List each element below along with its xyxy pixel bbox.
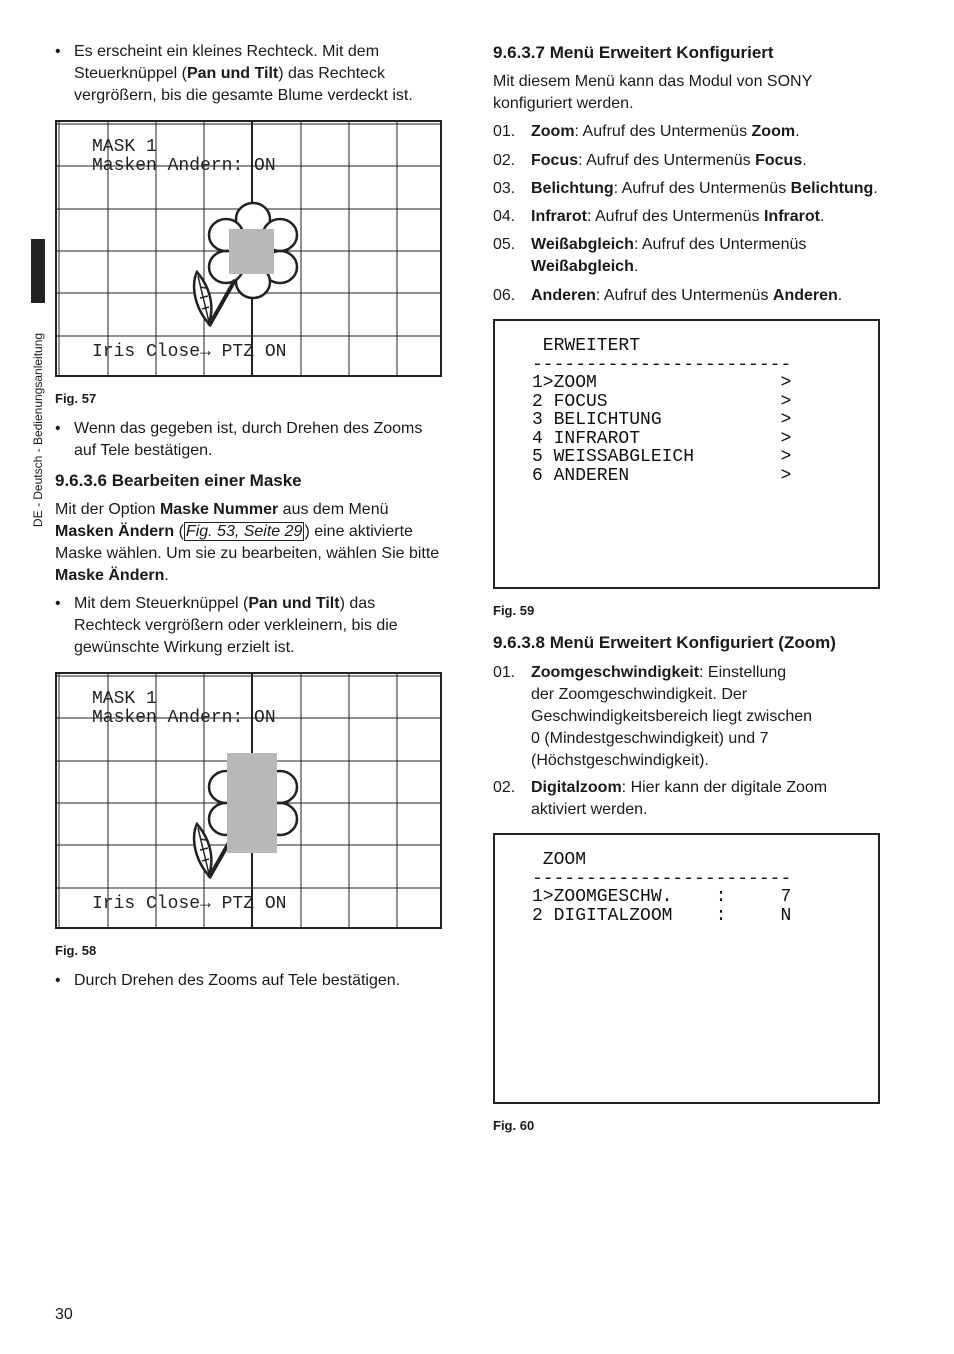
- fig-60-caption: Fig. 60: [493, 1118, 535, 1133]
- fig-59-caption: Fig. 59: [493, 603, 535, 618]
- osd-mask-title: MASK 1: [92, 689, 157, 709]
- section-heading-9637: 9.6.3.7 Menü Erweitert Konfiguriert: [493, 43, 774, 62]
- fig-59-menu-screen: [493, 319, 880, 589]
- osd-bottom-line: Iris Close→ PTZ ON: [92, 894, 287, 914]
- privacy-mask-rect: [229, 229, 274, 274]
- osd-bottom-line: Iris Close→ PTZ ON: [92, 342, 287, 362]
- section-heading-9636: 9.6.3.6 Bearbeiten einer Maske: [55, 471, 302, 490]
- fig-58-caption: Fig. 58: [55, 943, 97, 958]
- privacy-mask-rect: [227, 753, 277, 853]
- zoom-menu-text: ZOOM ------------------------ 1>ZOOMGESCHW. : 7 2 DIGITALZOOM : N: [532, 850, 792, 926]
- sidebar-label: DE - Deutsch - Bedienungsanleitung: [31, 332, 45, 528]
- fig-57-osd-screen: [55, 120, 442, 377]
- fig-58-osd-screen: [55, 672, 442, 929]
- page-number: 30: [55, 1306, 73, 1323]
- fig-60-menu-screen: [493, 833, 880, 1104]
- erweitert-menu-text: ERWEITERT ------------------------ 1>ZOOM > 2 FOCUS > 3 BELICHTUNG > 4 INFRAROT > 5 WEISSABGLEICH > 6 ANDEREN >: [532, 336, 792, 486]
- osd-mask-title: MASK 1: [92, 137, 157, 157]
- osd-mask-status: Masken Andern: ON: [92, 156, 276, 176]
- figure-reference-link[interactable]: Fig. 53, Seite 29: [185, 523, 303, 540]
- section-9636-paragraph: Mit der Option Maske Nummer aus dem Menü Masken Ändern ( Fig. 53, Seite 29 ) eine aktivierte Maske wählen. Um sie zu bearbeiten, wählen Sie bitte Maske Ändern.: [55, 501, 440, 584]
- section-9637-intro: Mit diesem Menü kann das Modul von SONY konfiguriert werden.: [493, 73, 813, 112]
- sidebar-tab: [31, 239, 45, 303]
- osd-mask-status: Masken Andern: ON: [92, 708, 276, 728]
- fig-57-caption: Fig. 57: [55, 391, 97, 406]
- section-heading-9638: 9.6.3.8 Menü Erweitert Konfiguriert (Zoom): [493, 633, 836, 652]
